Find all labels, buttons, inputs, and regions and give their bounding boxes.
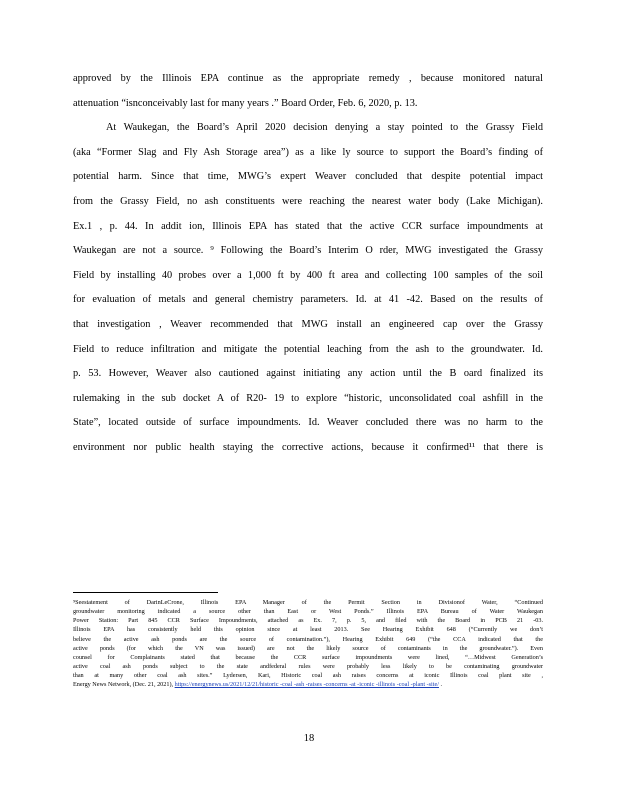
page-number: 18 <box>303 733 315 744</box>
body-line: approved by the Illinois EPA continue as the appropriate remedy , because monitored natural <box>73 73 543 84</box>
footnote-line: Power Station: Part 845 CCR Surface Impoundments, attached as Ex. 7, p. 5, and filed with the Board in PCB 21 -03. <box>73 617 543 625</box>
body-line: Ex.1 , p. 44. In addit ion, Illinois EPA has stated that the active CCR surface impoundments at <box>73 220 543 232</box>
body-text <box>73 71 543 465</box>
body-line: from the Grassy Field, no ash constituents were reaching the nearest water body (Lake Michigan). <box>73 195 543 207</box>
footnote-trailing: . <box>440 681 443 689</box>
footnote-line <box>73 680 543 689</box>
footnote-line: active ponds (for which the VN was issued) are not the likely source of contaminants in the groundwater.”). Even <box>73 644 543 652</box>
footnote-line: believe the active ash ponds are the source of contamination.”), Hearing Exhibit 649 (“the CCA indicated that the <box>73 635 543 643</box>
body-line: p. 53. However, Weaver also cautioned against initiating any action until the B oard finalized its <box>73 368 543 380</box>
footnote-line: Illinois EPA has consistently held this opinion since at least 2013. See Hearing Exhibit 648 (“Currently we don’t <box>73 626 543 634</box>
footnote-line: ⁹Seestatement of DarinLeCrone, Illinois EPA Manager of the Permit Section in Divisionof Water, “Continued <box>73 599 543 606</box>
body-line: State”, located outside of surface impoundments. Id. Weaver concluded there was no harm to the <box>73 417 543 429</box>
footnote-line: active coal ash ponds subject to the state andfederal rules were probably less likely to be contaminating groundwater <box>73 662 543 670</box>
footnote-link[interactable]: https://energynews.us/2021/12/21/historic -coal -ash -raises -concerns -at -iconic -illinois -coal -plant -site/ <box>174 681 439 689</box>
footnote-line: counsel for Complainants stated that because the CCR surface impoundments were lined, “…Midwest Generation’s <box>73 653 543 661</box>
body-line: for evaluation of metals and general chemistry parameters. Id. at 41 -42. Based on the results of <box>73 294 543 306</box>
body-line: environment nor public health staying the corrective actions, because it confirmed¹¹ that there is <box>73 441 543 453</box>
body-line: (aka “Former Slag and Fly Ash Storage area”) as a like ly source to support the Board’s finding of <box>73 146 543 158</box>
footnote-line: than at many other coal ash sites.” Lydersen, Kari, Historic coal ash raises concerns at iconic Illinois coal plant site , <box>73 672 543 680</box>
footnote-line: groundwater monitoring indicated a source other than East or West Ponds.” Illinois EPA Bureau of Water Waukegan <box>73 608 543 616</box>
body-line: that investigation , Weaver recommended that MWG install an engineered cap over the Grassy <box>73 318 543 330</box>
body-line: rulemaking in the sub docket A of R20- 19 to explore “historic, unconsolidated coal ashfill in the <box>73 392 543 404</box>
body-line: Waukegan are not a source. ⁹ Following the Board’s Interim O rder, MWG investigated the Grassy <box>73 245 543 257</box>
footnote <box>73 598 543 689</box>
footnote-citation-text: Energy News Network, (Dec. 21, 2021), <box>73 681 174 689</box>
body-line: attenuation “isnconceivably last for many years .” Board Order, Feb. 6, 2020, p. 13. <box>73 97 418 109</box>
body-line: potential harm. Since that time, MWG’s expert Weaver concluded that despite potential impact <box>73 171 543 183</box>
body-line: At Waukegan, the Board’s April 2020 decision denying a stay pointed to the Grassy Field <box>106 122 543 134</box>
body-line: Field to reduce infiltration and mitigate the potential leaching from the ash to the groundwater. Id. <box>73 343 543 355</box>
footnote-separator <box>73 592 218 593</box>
body-line: Field by installing 40 probes over a 1,000 ft by 400 ft area and collecting 100 samples of the soil <box>73 269 543 281</box>
